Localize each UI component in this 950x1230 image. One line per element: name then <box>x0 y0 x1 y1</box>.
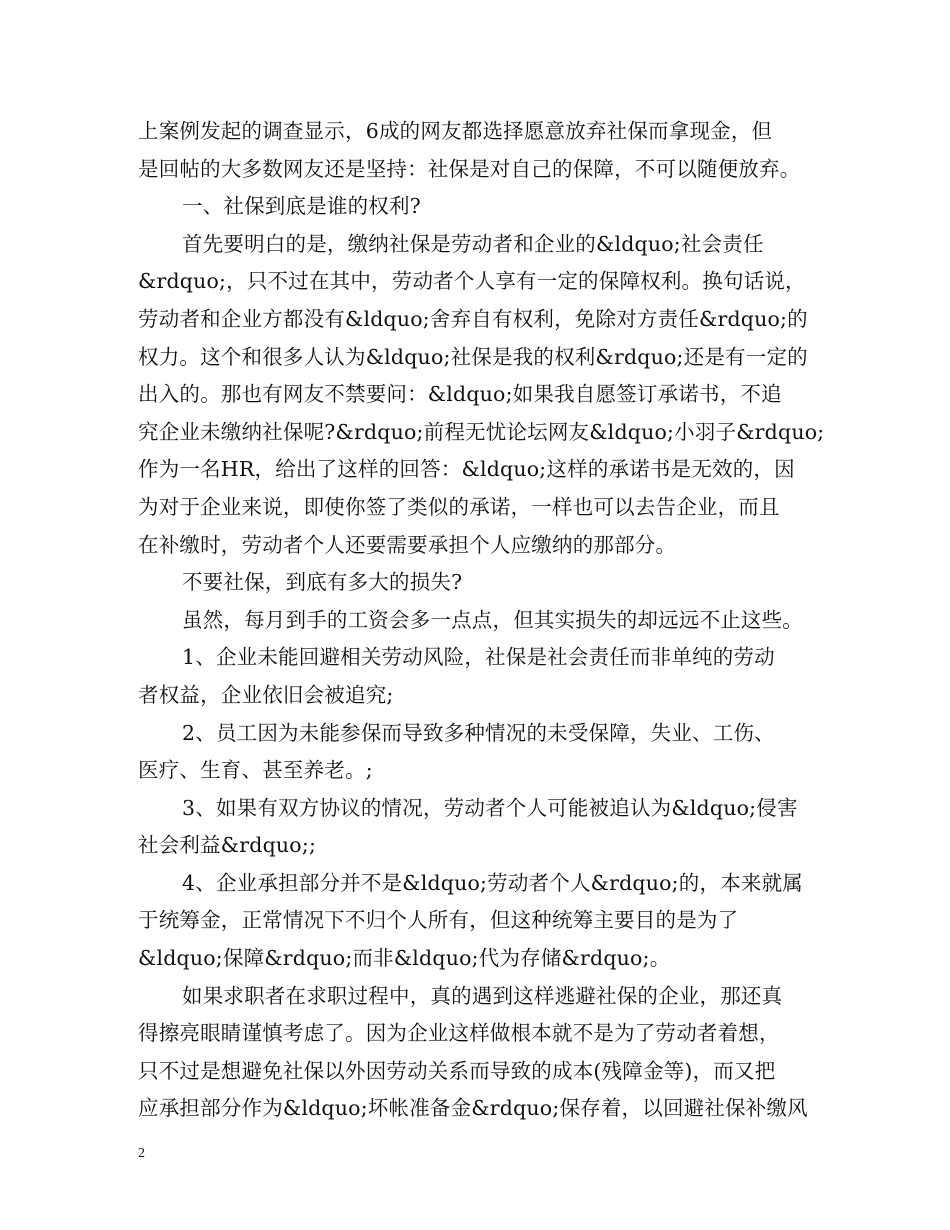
section-heading-1: 一、社保到底是谁的权利? <box>182 194 421 219</box>
text-line-10: 作为一名HR，给出了这样的回答：&ldquo;这样的承诺书是无效的，因 <box>138 457 795 482</box>
text-line-26: 只不过是想避免社保以外因劳动关系而导致的成本(残障金等)，而又把 <box>138 1058 776 1083</box>
text-line-22: 于统筹金，正常情况下不归个人所有，但这种统筹主要目的是为了 <box>138 908 739 933</box>
text-line-12: 在补缴时，劳动者个人还要需要承担个人应缴纳的那部分。 <box>138 532 677 557</box>
text-line-16: 者权益，企业依旧会被追究; <box>138 682 394 707</box>
text-line-11: 为对于企业来说，即使你签了类似的承诺，一样也可以去告企业，而且 <box>138 494 780 519</box>
page-number: 2 <box>138 1146 145 1161</box>
text-line-24: 如果求职者在求职过程中，真的遇到这样逃避社保的企业，那还真 <box>182 983 783 1008</box>
text-line-1: 上案例发起的调查显示，6成的网友都选择愿意放弃社保而拿现金，但 <box>138 119 773 143</box>
text-line-25: 得擦亮眼睛谨慎考虑了。因为企业这样做根本就不是为了劳动者着想， <box>138 1021 780 1046</box>
text-line-6: 劳动者和企业方都没有&ldquo;舍弃自有权利，免除对方责任&rdquo;的 <box>138 306 808 331</box>
text-line-4: 首先要明白的是，缴纳社保是劳动者和企业的&ldquo;社会责任 <box>182 231 764 256</box>
text-line-8: 出入的。那也有网友不禁要问：&ldquo;如果我自愿签订承诺书，不追 <box>138 382 782 407</box>
text-line-27: 应承担部分作为&ldquo;坏帐准备金&rdquo;保存着，以回避社保补缴风 <box>138 1096 808 1121</box>
list-item-4: 4、企业承担部分并不是&ldquo;劳动者个人&rdquo;的，本来就属 <box>182 870 803 895</box>
list-item-1: 1、企业未能回避相关劳动风险，社保是社会责任而非单纯的劳动 <box>182 645 775 670</box>
text-line-23: &ldquo;保障&rdquo;而非&ldquo;代为存储&rdquo;。 <box>138 946 671 971</box>
text-line-7: 权力。这个和很多人认为&ldquo;社保是我的权利&rdquo;还是有一定的 <box>138 344 808 369</box>
body-text <box>138 113 828 1128</box>
text-line-18: 医疗、生育、甚至养老。; <box>138 758 373 783</box>
list-item-3: 3、如果有双方协议的情况，劳动者个人可能被追认为&ldquo;侵害 <box>182 795 798 820</box>
text-line-5: &rdquo;，只不过在其中，劳动者个人享有一定的保障权利。换句话说， <box>138 269 806 294</box>
text-line-14: 虽然，每月到手的工资会多一点点，但其实损失的却远远不止这些。 <box>182 607 803 632</box>
list-item-2: 2、员工因为未能参保而导致多种情况的未受保障，失业、工伤、 <box>182 720 775 745</box>
text-line-20: 社会利益&rdquo;; <box>138 833 317 858</box>
text-line-9: 究企业未缴纳社保呢?&rdquo;前程无忧论坛网友&ldquo;小羽子&rdquo; <box>138 419 825 444</box>
text-line-2: 是回帖的大多数网友还是坚持：社保是对自己的保障，不可以随便放弃。 <box>138 156 801 181</box>
section-heading-2: 不要社保，到底有多大的损失? <box>182 570 463 595</box>
